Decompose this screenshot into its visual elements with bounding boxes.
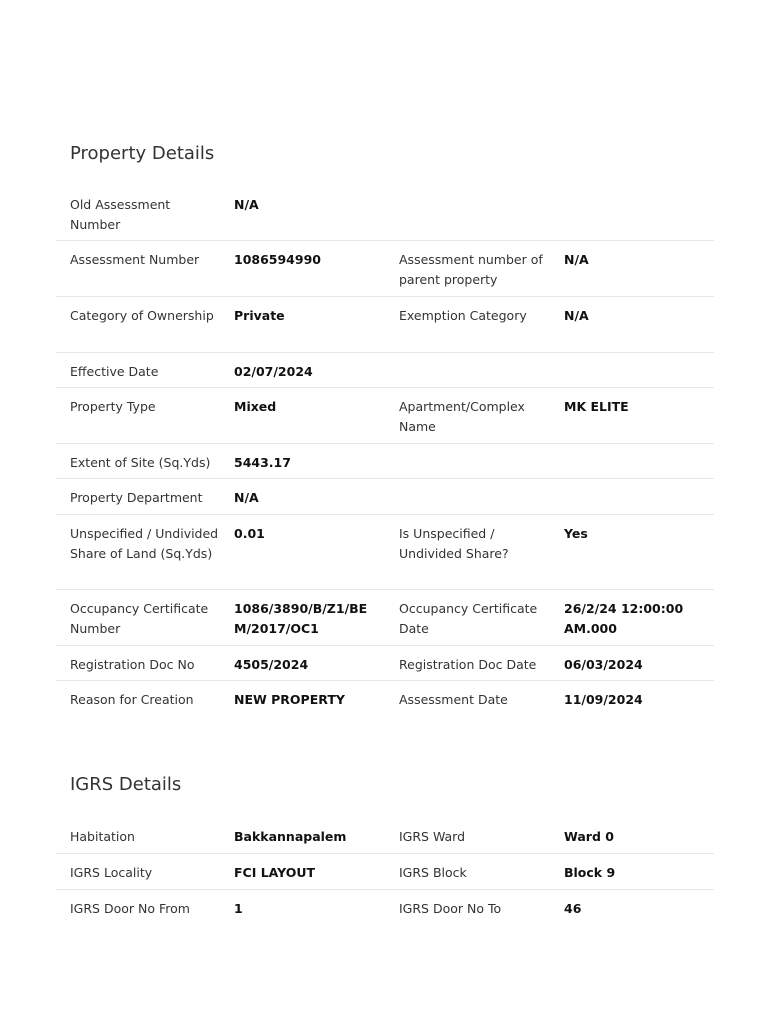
field-value [550, 444, 714, 482]
field-value: 02/07/2024 [234, 364, 313, 379]
field-value: 1 [234, 901, 243, 916]
field-label: Unspecified / Undivided Share of Land (Sq.Yds) [70, 526, 219, 561]
field-value: MK ELITE [564, 399, 629, 414]
field-value: 4505/2024 [234, 657, 309, 672]
field-value: N/A [234, 490, 259, 505]
table-row [56, 186, 714, 241]
field-label: Apartment/Complex Name [399, 399, 525, 434]
field-label: Old Assessment Number [70, 197, 171, 232]
field-value: 1086/3890/B/Z1/BEM/2017/OC1 [234, 601, 368, 636]
field-value: Ward 0 [564, 829, 614, 844]
field-value: 5443.17 [234, 455, 291, 470]
field-label: Habitation [70, 829, 135, 844]
field-label: Reason for Creation [70, 692, 194, 707]
table-row [56, 818, 714, 854]
field-value: N/A [564, 308, 589, 323]
field-value: 11/09/2024 [564, 692, 643, 707]
table-row [56, 479, 714, 515]
field-label: IGRS Block [399, 865, 467, 880]
igrs-details-table [56, 818, 714, 926]
field-label: Assessment number of parent property [399, 252, 543, 287]
field-value: Bakkannapalem [234, 829, 347, 844]
field-label: Exemption Category [399, 308, 527, 323]
field-label [385, 353, 550, 391]
field-label: Occupancy Certificate Number [70, 601, 209, 636]
field-label: Property Department [70, 490, 203, 505]
field-label: Property Type [70, 399, 156, 414]
field-value: Private [234, 308, 285, 323]
table-row [56, 854, 714, 890]
field-label: IGRS Locality [70, 865, 153, 880]
field-value: 0.01 [234, 526, 265, 541]
field-value: FCI LAYOUT [234, 865, 316, 880]
table-row [56, 444, 714, 479]
field-value: 46 [564, 901, 582, 916]
field-label: Assessment Number [70, 252, 200, 267]
field-label: Occupancy Certificate Date [399, 601, 538, 636]
field-value: Mixed [234, 399, 277, 414]
field-value: 26/2/24 12:00:00 AM.000 [564, 601, 684, 636]
table-row [56, 590, 714, 646]
field-value [550, 353, 714, 391]
field-label: Category of Ownership [70, 308, 214, 323]
field-value: Block 9 [564, 865, 616, 880]
field-label: IGRS Door No From [70, 901, 190, 916]
field-value: 06/03/2024 [564, 657, 643, 672]
property-details-table [56, 186, 714, 717]
field-label: Assessment Date [399, 692, 508, 707]
table-row [56, 681, 714, 717]
table-row [56, 515, 714, 590]
table-row [56, 241, 714, 297]
field-value [550, 186, 714, 243]
field-label: Registration Doc No [70, 657, 195, 672]
field-value [550, 479, 714, 517]
field-value: N/A [234, 197, 259, 212]
field-label: IGRS Ward [399, 829, 466, 844]
property-details-title: Property Details [70, 143, 215, 164]
field-value: 1086594990 [234, 252, 321, 267]
table-row [56, 388, 714, 444]
field-label [385, 444, 550, 482]
table-row [56, 646, 714, 681]
table-row [56, 890, 714, 926]
table-row [56, 353, 714, 388]
igrs-details-section [56, 773, 714, 926]
field-label: Effective Date [70, 364, 159, 379]
field-label: Extent of Site (Sq.Yds) [70, 455, 211, 470]
field-value: NEW PROPERTY [234, 692, 345, 707]
field-value: Yes [564, 526, 588, 541]
field-label: IGRS Door No To [399, 901, 502, 916]
field-label [385, 186, 550, 243]
table-row [56, 297, 714, 353]
field-value: N/A [564, 252, 589, 267]
field-label: Registration Doc Date [399, 657, 537, 672]
field-label: Is Unspecified / Undivided Share? [399, 526, 509, 561]
property-details-section [56, 142, 714, 717]
field-label [385, 479, 550, 517]
igrs-details-title: IGRS Details [70, 774, 182, 795]
